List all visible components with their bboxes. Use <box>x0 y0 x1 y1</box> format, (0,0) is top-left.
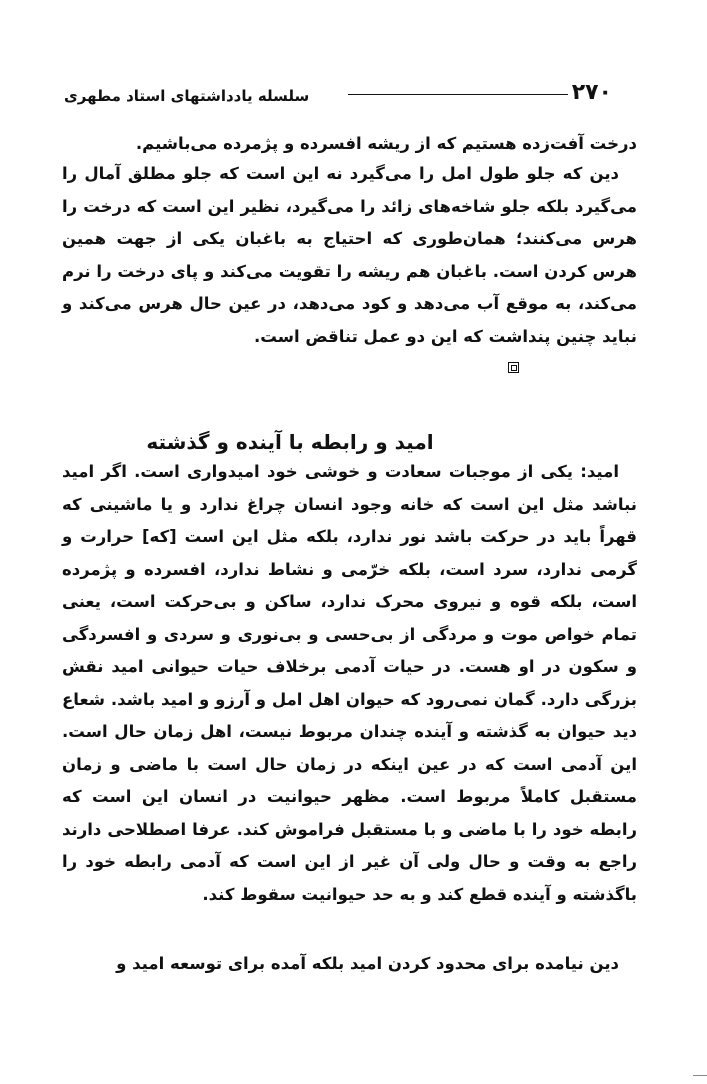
series-title: سلسله یادداشتهای استاد مطهری <box>64 87 310 105</box>
header-rule <box>348 94 568 95</box>
page-number: ۲۷۰ <box>571 80 612 105</box>
running-header <box>64 80 612 110</box>
section-heading: امید و رابطه با آینده و گذشته <box>146 430 434 454</box>
page-edge-mark <box>693 1075 707 1076</box>
paragraph-religion-pruning: دین که جلو طول امل را می‌گیرد نه این است که جلو مطلق آمال را می‌گیرد بلکه جلو شاخه‌های زائد را می‌گیرد، نظیر این است که درخت را هرس می‌کنند؛ همان‌طوری که احتیاج به باغبان یکی از جهت همین هرس کردن است. باغبان هم ریشه را تقویت می‌کند و پای درخت را نرم می‌کند، به موقع آب می‌دهد و کود می‌دهد، در عین حال هرس می‌کند و نباید چنین پنداشت که این دو عمل تناقض است. <box>62 164 637 346</box>
paragraph-continuation: درخت آفت‌زده هستیم که از ریشه افسرده و پژمرده می‌باشیم. <box>135 134 637 153</box>
paragraph-religion-hope: دین نیامده برای محدود کردن امید بلکه آمده برای توسعه امید و <box>116 954 619 973</box>
paragraph-hope: امید: یکی از موجبات سعادت و خوشی خود امیدواری است. اگر امید نباشد مثل این است که خانه وجود انسان چراغ ندارد و یا ماشینی که قهراً باید در حرکت باشد نور ندارد، بلکه مثل این است [که] حرارت و گرمی ندارد، سرد است، بلکه خرّمی و نشاط ندارد، افسرده و پژمرده است، بلکه قوه و نیروی محرک ندارد، ساکن و بی‌حرکت است، یعنی تمام خواص موت و مردگی از بی‌حسی و بی‌نوری و سردی و افسردگی و سکون در او هست. در حیات آدمی برخلاف حیات حیوانی امید نقش بزرگی دارد. گمان نمی‌رود که حیوان اهل امل و آرزو و امید باشد. شعاع دید حیوان به گذشته و آینده چندان مربوط نیست، اهل زمان حال است. این آدمی است که در عین اینکه در زمان حال است با ماضی و زمان مستقبل کاملاً مربوط است. مظهر حیوانیت در انسان این است که رابطه خود را با ماضی و با مستقبل فراموش کند. عرفا اصطلاحی دارند راجع به وقت و حال ولی آن غیر از این است که آدمی رابطه خود را باگذشته و آینده قطع کند و به حد حیوانیت سقوط کند. <box>62 462 637 904</box>
section-end-mark-icon <box>508 362 519 373</box>
